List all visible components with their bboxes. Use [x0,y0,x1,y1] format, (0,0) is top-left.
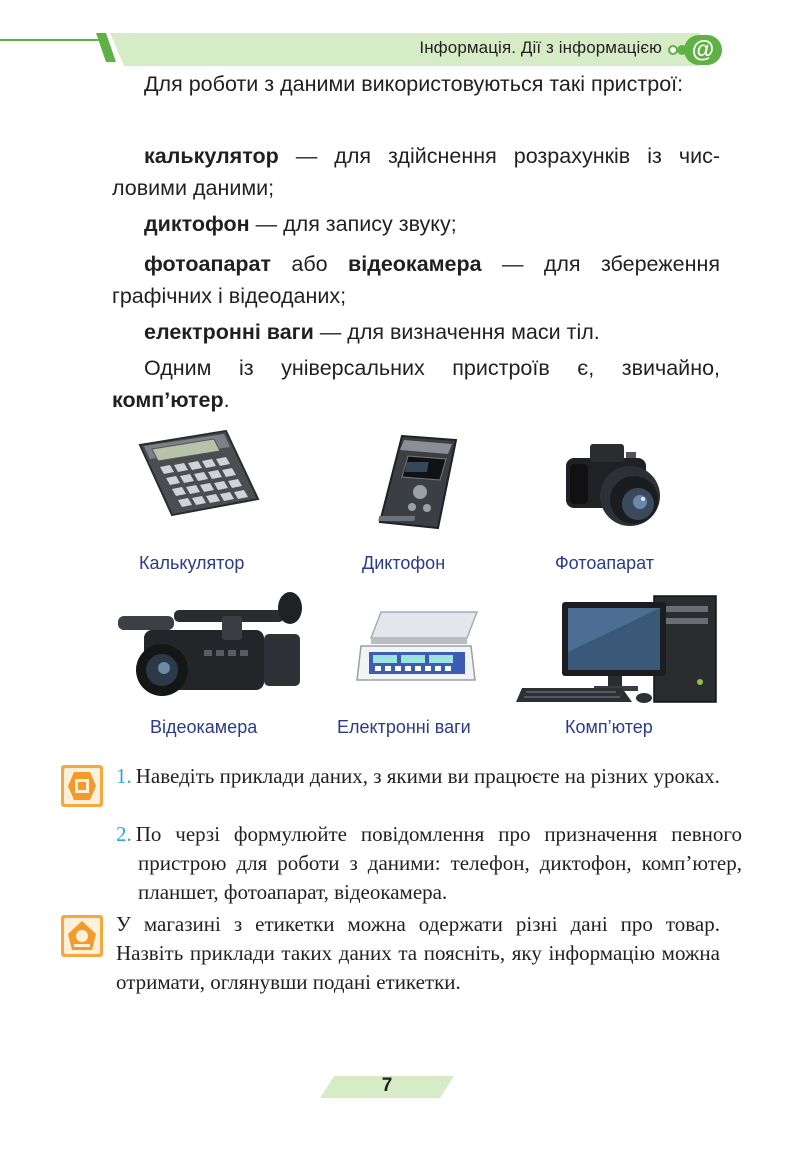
at-sign-icon: @ [684,35,722,65]
task-text: По черзі формулюйте повідомлення про призначення певного пристрою для роботи з даними: телефон, диктофон, комп’ютер, планшет, фотоапарат, відеокамера. [135,822,742,904]
term-computer: комп’ютер [112,388,224,412]
calculator-desc: — для здійснення розрахунків із числовими даними; [112,144,720,200]
figure-caption: Комп’ютер [565,717,653,737]
calculator-paragraph [112,140,720,204]
video-camera-icon [114,590,314,705]
page-header [0,0,800,70]
task-2 [116,820,742,907]
exercise-paragraph [116,910,720,997]
figure-caption: Електронні ваги [337,717,471,737]
intro-text: Для роботи з даними використовуються такі пристрої: [144,72,684,96]
task-text: Наведіть приклади даних, з якими ви працюєте на різних уроках. [135,764,720,788]
camera-icon [560,430,670,530]
term-scale: електронні ваги [144,320,314,344]
header-band [0,0,800,70]
task-1 [116,762,742,791]
figure-caption: Калькулятор [139,553,245,573]
camera-paragraph [112,248,720,312]
questions-icon [60,764,104,808]
figure-caption: Фотоапарат [555,553,654,573]
term-calculator: калькулятор [144,144,279,168]
calculator-icon [134,425,264,520]
electronic-scale-icon [355,608,480,688]
term-camera: фотоапарат [144,252,272,276]
chapter-title: Інформація. Дії з інформацією [419,38,662,57]
camera-desc: — для збереження графічних і відеоданих; [112,252,720,308]
dictaphone-desc: — для запису звуку; [249,212,457,236]
computer-icon [516,592,721,707]
term-video-camera: відеокамера [348,252,482,276]
figure-caption: Відеокамера [150,717,258,737]
dictaphone-paragraph [112,208,720,240]
term-dictaphone: диктофон [144,212,250,236]
computer-paragraph [112,352,720,416]
camera-or: або [271,252,348,276]
scale-desc: — для визначення маси тіл. [313,320,600,344]
voice-recorder-icon [372,432,462,532]
task-number: 1. [116,764,132,788]
computer-desc: Одним із універсальних пристроїв є, звичайно, [144,356,720,380]
exercise-text: У магазині з етикетки можна одержати різні дані про товар. Назвіть приклади таких даних та поясніть, яку інформацію можна отримати, оглянувши подані етикетки. [116,912,720,994]
page-number: 7 [381,1075,393,1096]
computer-period: . [223,388,230,412]
figure-caption: Диктофон [362,553,446,573]
scale-paragraph [112,316,720,348]
intro-paragraph [112,68,720,100]
task-number: 2. [116,822,132,846]
practice-icon [60,914,104,958]
